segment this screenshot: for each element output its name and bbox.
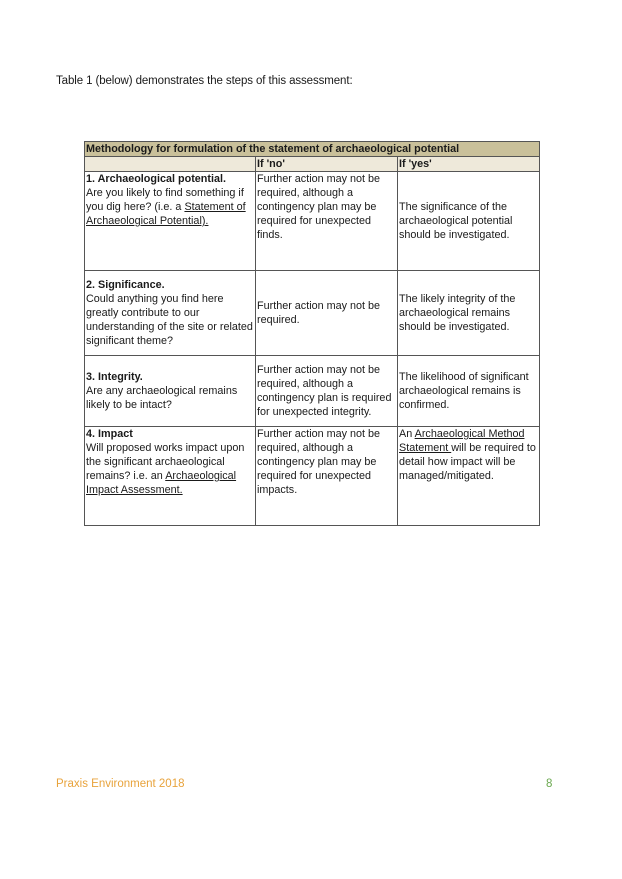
if-yes-text: will be required to detail how impact will be managed/mitigated. bbox=[399, 442, 536, 482]
row-question: Are you likely to find something if you dig here? (i.e. a bbox=[86, 187, 244, 213]
if-yes-cell bbox=[398, 427, 540, 526]
table-row bbox=[85, 271, 540, 356]
page-number: 8 bbox=[546, 778, 553, 790]
if-no-cell: Further action may not be required, although a contingency plan is required for unexpected integrity. bbox=[256, 356, 398, 427]
method-statement-link[interactable]: Archaeological Method Statement bbox=[399, 428, 525, 454]
row-heading: 3. Integrity. bbox=[86, 371, 143, 383]
footer-company: Praxis Environment 2018 bbox=[56, 778, 185, 790]
question-cell bbox=[85, 271, 256, 356]
row-heading: 1. Archaeological potential. bbox=[86, 173, 226, 185]
if-yes-text: The likelihood of significant archaeological remains is confirmed. bbox=[399, 371, 529, 411]
if-yes-cell bbox=[398, 172, 540, 271]
table-title: Methodology for formulation of the statement of archaeological potential bbox=[85, 142, 540, 157]
methodology-table bbox=[84, 141, 540, 526]
header-empty bbox=[85, 157, 256, 172]
header-if-no: If 'no' bbox=[256, 157, 398, 172]
row-question: Are any archaeological remains likely to be intact? bbox=[86, 385, 238, 411]
question-cell bbox=[85, 427, 256, 526]
if-no-cell: Further action may not be required, although a contingency plan may be required for unexpected impacts. bbox=[256, 427, 398, 526]
table-row bbox=[85, 356, 540, 427]
if-yes-text: The likely integrity of the archaeological remains should be investigated. bbox=[399, 293, 516, 333]
question-cell bbox=[85, 356, 256, 427]
impact-assessment-link[interactable]: Archaeological Impact Assessment. bbox=[86, 470, 237, 496]
if-no-cell: Further action may not be required, although a contingency plan may be required for unexpected finds. bbox=[256, 172, 398, 271]
if-yes-prefix: An bbox=[399, 428, 415, 440]
statement-link[interactable]: Statement of Archaeological Potential). bbox=[86, 201, 246, 227]
if-yes-text: The significance of the archaeological potential should be investigated. bbox=[399, 201, 513, 241]
intro-text: Table 1 (below) demonstrates the steps of this assessment: bbox=[56, 75, 353, 87]
header-if-yes: If 'yes' bbox=[398, 157, 540, 172]
row-heading: 4. Impact bbox=[86, 428, 133, 440]
question-cell bbox=[85, 172, 256, 271]
if-no-cell: Further action may not be required. bbox=[256, 271, 398, 356]
if-yes-cell bbox=[398, 356, 540, 427]
row-question: Could anything you find here greatly contribute to our understanding of the site or related significant theme? bbox=[86, 293, 253, 347]
table-row bbox=[85, 172, 540, 271]
row-question: Will proposed works impact upon the significant archaeological remains? i.e. an bbox=[86, 442, 245, 482]
if-yes-cell bbox=[398, 271, 540, 356]
table-row bbox=[85, 427, 540, 526]
row-heading: 2. Significance. bbox=[86, 279, 165, 291]
